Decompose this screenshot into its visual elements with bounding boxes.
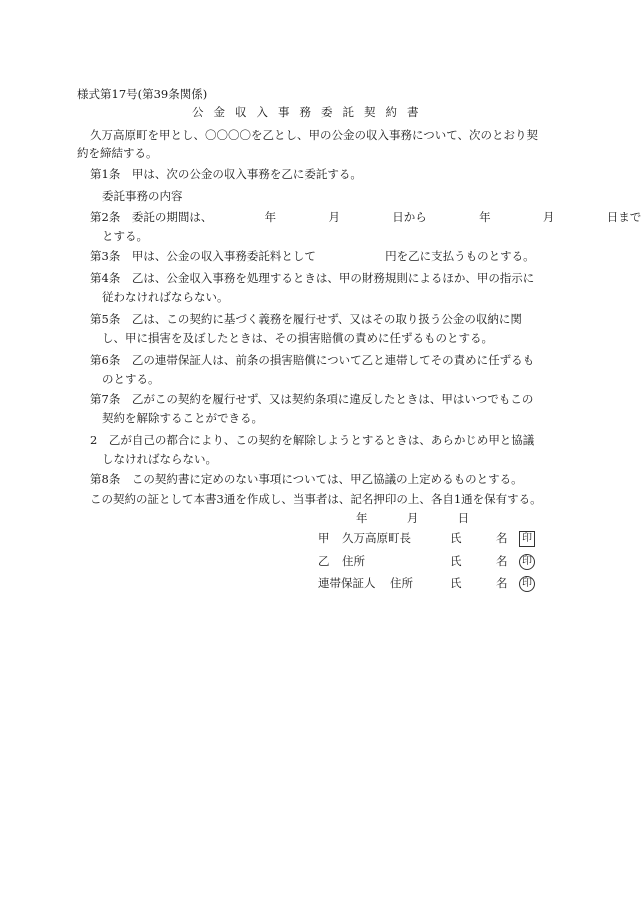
closing-statement: この契約の証として本書3通を作成し、当事者は、記名押印の上、各自1通を保有する。 [90,492,542,506]
article-3 [90,248,535,264]
date-year: 年 [356,511,368,525]
article-3-tail: 円を乙に支払うものとする。 [385,249,535,263]
article-6-line-1: 第6条 乙の連帯保証人は、前条の損害賠償について乙と連帯してその責めに任ずるも [90,353,535,367]
article-2-year-2: 年 [479,210,491,224]
seal-round-icon: 印 [519,576,535,592]
date-month: 月 [406,511,419,525]
date-day: 日 [457,511,470,525]
article-1: 第1条 甲は、次の公金の収入事務を乙に委託する。 [90,167,362,181]
article-2 [90,209,641,225]
article-3-label: 第3条 甲は、公金の収入事務委託料として [90,249,316,263]
article-2-cont: とする。 [102,229,148,243]
seal-round-icon: 印 [519,554,535,570]
article-2-day-until: 日まで [606,210,641,224]
party-label: 乙 [318,554,330,568]
article-2-month-2: 月 [542,210,555,224]
article-6-line-2: のとする。 [102,372,160,386]
article-7-para-2-line-1: 2 乙が自己の都合により、この契約を解除しようとするときは、あらかじめ甲と協議 [90,433,535,447]
party-title: 住所 [342,554,365,568]
article-4-line-1: 第4条 乙は、公金収入事務を処理するときは、甲の財務規則によるほか、甲の指示に [90,271,535,285]
seal-square-icon: 印 [519,531,535,547]
mei-label: 名 [496,554,508,568]
article-7-line-2: 契約を解除することができる。 [102,411,263,425]
signature-row-ko [318,530,548,548]
document-title: 公金収入事務委託契約書 [192,105,429,119]
party-title: 久万高原町長 [342,531,411,545]
article-8: 第8条 この契約書に定めのない事項については、甲乙協議の上定めるものとする。 [90,472,523,486]
article-7-para-2-line-2: しなければならない。 [102,452,217,466]
intro-line-1: 久万高原町を甲とし、〇〇〇〇を乙とし、甲の公金の収入事務について、次のとおり契 [90,128,539,142]
article-1-item: 委託事務の内容 [102,189,183,203]
article-4-line-2: 従わなければならない。 [102,290,229,304]
mei-label: 名 [496,531,508,545]
article-5-line-1: 第5条 乙は、この契約に基づく義務を履行せず、又はその取り扱う公金の収納に関 [90,312,522,326]
article-5-line-2: し、甲に損害を及ぼしたときは、その損害賠償の責めに任ずるものとする。 [102,331,493,345]
intro-line-2: 約を締結する。 [77,146,158,160]
article-2-day-from: 日から [392,210,427,224]
article-2-month-1: 月 [328,210,340,224]
mei-label: 名 [496,576,508,590]
article-2-year-1: 年 [264,210,277,224]
party-label: 連帯保証人 [318,576,376,590]
signature-row-guarantor [318,575,548,593]
party-title: 住所 [390,576,413,590]
form-number: 様式第17号(第39条関係) [77,87,208,101]
shi-label: 氏 [450,554,462,568]
party-label: 甲 [318,531,330,545]
signature-row-otsu [318,553,548,571]
shi-label: 氏 [450,531,462,545]
article-7-line-1: 第7条 乙がこの契約を履行せず、又は契約条項に違反したときは、甲はいつでもこの [90,392,534,406]
article-2-label: 第2条 委託の期間は、 [90,210,213,224]
signature-date [356,510,469,526]
shi-label: 氏 [450,576,462,590]
